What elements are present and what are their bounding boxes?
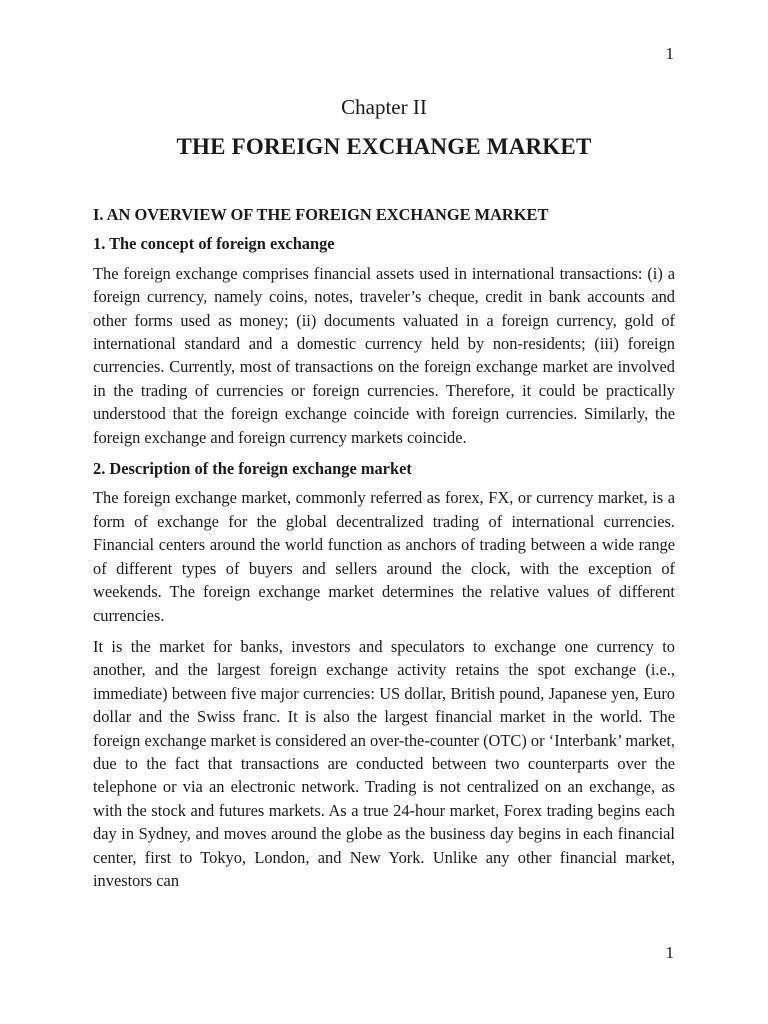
chapter-title: THE FOREIGN EXCHANGE MARKET xyxy=(176,134,592,159)
section-heading: I. AN OVERVIEW OF THE FOREIGN EXCHANGE MARKET xyxy=(93,205,549,224)
paragraph-description-2: It is the market for banks, investors and speculators to exchange one currency to another, and the largest foreign exchange activity retains the spot exchange (i.e., immediate) between five major currencies: US dollar, British pound, Japanese yen, Euro dollar and the Swiss franc. It is also the largest financial market in the world. The foreign exchange market is considered an over-the-counter (OTC) or ‘Interbank’ market, due to the fact that transactions are conducted between two counterparts over the telephone or via an electronic network. Trading is not centralized on an exchange, as with the stock and futures markets. As a true 24-hour market, Forex trading begins each day in Sydney, and moves around the globe as the business day begins in each financial center, first to Tokyo, London, and New York. Unlike any other financial market, investors can xyxy=(93,636,675,890)
paragraph-concept: The foreign exchange comprises financial assets used in international transactions: (i) a foreign currency, namely coins, notes, traveler’s cheque, credit in bank accounts and other forms used as money; (ii) documents valuated in a foreign currency, gold of international standard and a domestic currency held by non-residents; (iii) foreign currencies. Currently, most of transactions on the foreign exchange market are involved in the trading of currencies or foreign currencies. Therefore, it could be practically understood that the foreign exchange coincide with foreign currencies. Similarly, the foreign exchange and foreign currency markets coincide. xyxy=(93,263,675,447)
page-number-bottom: 1 xyxy=(665,943,674,962)
page-number-top: 1 xyxy=(665,44,674,63)
body-content xyxy=(93,203,675,900)
chapter-label: Chapter II xyxy=(341,95,427,119)
subsection-heading-description: 2. Description of the foreign exchange market xyxy=(93,459,412,479)
paragraph-description-1: The foreign exchange market, commonly referred as forex, FX, or currency market, is a form of exchange for the global decentralized trading of international currencies. Financial centers around the world function as anchors of trading between a wide range of different types of buyers and sellers around the clock, with the exception of weekends. The foreign exchange market determines the relative values of different currencies. xyxy=(93,488,675,625)
subsection-heading-concept: 1. The concept of foreign exchange xyxy=(93,234,335,254)
